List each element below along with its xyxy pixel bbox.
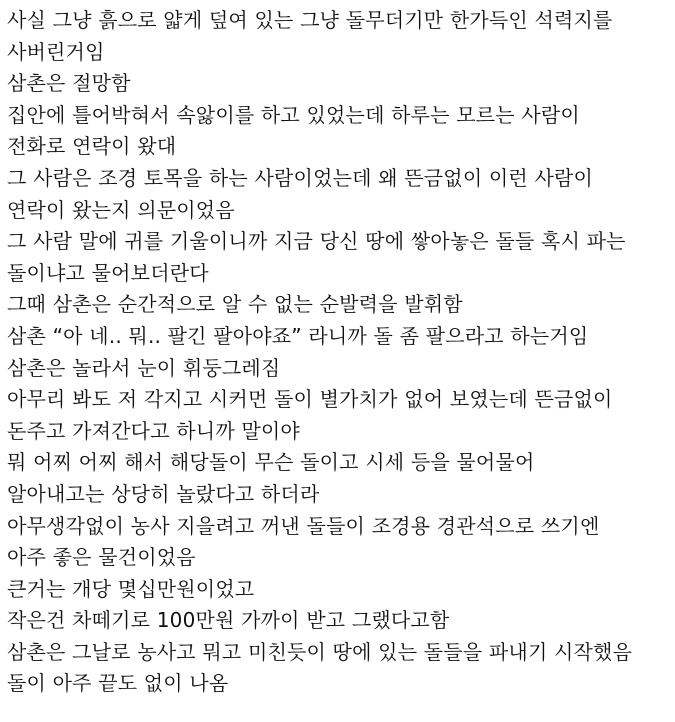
text-line: 그때 삼촌은 순간적으로 알 수 없는 순발력을 발휘함 [7,292,463,317]
text-line: 사버린거임 [7,39,105,64]
text-line: 돈주고 가져간다고 하니까 말이야 [7,418,300,443]
text-line: 돌이 아주 끝도 없이 나옴 [7,671,229,696]
text-line: 그 사람은 조경 토목을 하는 사람이었는데 왜 뜬금없이 이런 사람이 [7,165,594,190]
text-line: 알아내고는 상당히 놀랐다고 하더라 [7,481,320,506]
text-line: 아무리 봐도 저 각지고 시커먼 돌이 별가치가 없어 보였는데 뜬금없이 [7,387,613,412]
text-line: 아주 좋은 물건이었음 [7,545,196,570]
text-line: 집안에 틀어박혀서 속앓이를 하고 있었는데 하루는 모르는 사람이 [7,102,580,127]
text-line: 삼촌은 놀라서 눈이 휘둥그레짐 [7,355,281,380]
text-line: 작은건 차떼기로 100만원 가까이 받고 그랬다고함 [7,608,450,633]
text-line: 연락이 왔는지 의문이었음 [7,197,235,222]
text-line: 사실 그냥 흙으로 얇게 덮여 있는 그냥 돌무더기만 한가득인 석력지를 [7,8,613,32]
text-line: 전화로 연락이 왔대 [7,134,177,159]
text-line: 그 사람 말에 귀를 기울이니까 지금 당신 땅에 쌓아놓은 돌들 혹시 파는 [7,229,626,254]
text-line: 삼촌 “아 네.. 뭐.. 팔긴 팔아야죠” 라니까 돌 좀 팔으라고 하는거임 [7,323,589,348]
text-line: 돌이냐고 물어보더란다 [7,260,209,285]
text-line: 삼촌은 그날로 농사고 뭐고 미친듯이 땅에 있는 돌들을 파내기 시작했음 [7,639,633,664]
text-line: 아무생각없이 농사 지을려고 꺼낸 돌들이 조경용 경관석으로 쓰기엔 [7,513,600,538]
text-line: 뭐 어찌 어찌 해서 해당돌이 무슨 돌이고 시세 등을 물어물어 [7,450,535,475]
text-line: 삼촌은 절망함 [7,71,131,96]
text-line: 큰거는 개당 몇십만원이었고 [7,576,255,601]
